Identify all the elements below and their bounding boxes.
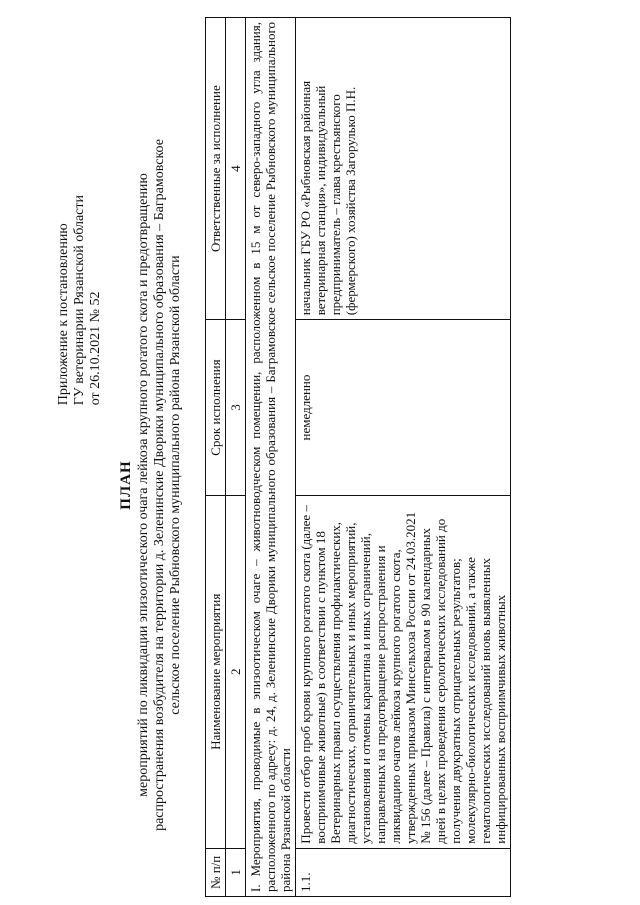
appendix-block: [56, 195, 104, 405]
title-block: [118, 105, 184, 865]
row-term: немедленно: [296, 320, 511, 496]
plan-heading: ПЛАН: [118, 460, 134, 510]
appendix-line-3: от 26.10.2021 № 52: [88, 291, 103, 406]
section-heading: I. Мероприятия, проводимые в эпизоотическом очаге – животноводческом помещении, расположенном в 15 м от северо-западного угла здания, расположенного по адресу: д. 24, д. Зеленинские Дворики муниципального образования – Баграмовское сельское поселение Рыбновского муниципального района Рязанской области: [246, 18, 296, 897]
section-row: [246, 18, 296, 897]
row-responsible: начальник ГБУ РО «Рыбновская районная ветеринарная станция», индивидуальный предприниматель – глава крестьянского (фермерского) хозяйства Загорулько П.Н.: [296, 18, 511, 320]
plan-table: [205, 17, 511, 897]
title-line-3: сельское поселение Рыбновского муниципального района Рязанской области: [168, 255, 183, 715]
header-number: № п/п: [206, 848, 226, 896]
column-number-4: 4: [226, 18, 246, 320]
table-header-row: [206, 18, 226, 897]
header-responsible: Ответственные за исполнение: [206, 18, 226, 320]
title-line-2: распространения возбудителя на территории д. Зеленинские Дворики муниципального образования – Баграмовское: [152, 139, 167, 831]
row-action: Провести отбор проб крови крупного рогатого скота (далее – восприимчивые животные) в соответствии с пунктом 18 Ветеринарных правил осуществления профилактических, диагностических, ограничительных и иных мероприятий, установления и отмены карантина и иных ограничений, направленных на предотвращение распространения и ликвидацию очагов лейкоза крупного рогатого скота, утвержденных приказом Минсельхоза России от 24.03.2021 № 156 (далее – Правила) с интервалом в 90 календарных дней в целях проведения серологических исследований до получения двукратных отрицательных результатов; молекулярно-биологических исследований, а также гематологических исследований вновь выявленных инфицированных восприимчивых животных: [296, 495, 511, 848]
appendix-line-2: ГУ ветеринарии Рязанской области: [72, 195, 87, 406]
header-term: Срок исполнения: [206, 320, 226, 496]
rotated-content: [0, 5, 640, 905]
column-number-3: 3: [226, 320, 246, 496]
row-number: 1.1.: [296, 848, 511, 896]
table-row: [296, 18, 511, 897]
header-action: Наименование мероприятия: [206, 495, 226, 848]
title-line-1: мероприятий по ликвидации эпизоотического очага лейкоза крупного рогатого скота и предотвращению: [136, 173, 151, 797]
column-number-2: 2: [226, 495, 246, 848]
appendix-line-1: Приложение к постановлению: [56, 223, 71, 406]
column-number-row: [226, 18, 246, 897]
column-number-1: 1: [226, 848, 246, 896]
